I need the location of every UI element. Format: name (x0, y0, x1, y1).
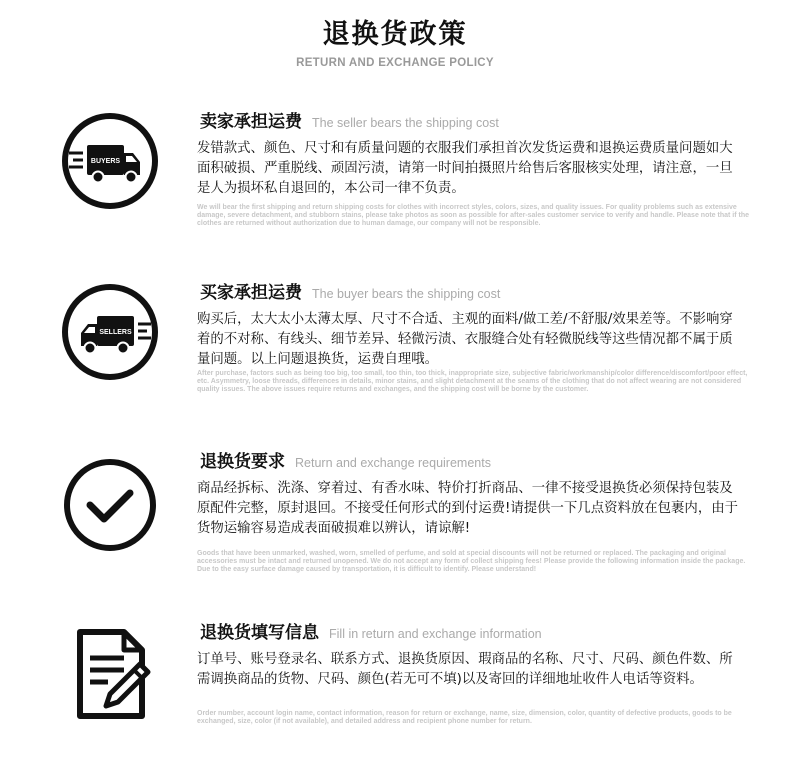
section-title-en: Return and exchange requirements (295, 456, 491, 470)
section-body-en: After purchase, factors such as being too big, too small, too thin, too thick, inappropriate size, subjective fabric/workmanship/color difference/discomfort/poor effect, etc. Asymmetry, loose threads, differences in details, minor stains, and slight detachment at the seams of the clothing that do not affect wearing are not considered quality issues. The above issues require returns and exchanges, and the shipping cost will be borne by the customer. (197, 370, 748, 394)
page-subtitle: RETURN AND EXCHANGE POLICY (296, 57, 494, 69)
section-title: 卖家承担运费 (200, 112, 302, 132)
page-title: 退换货政策 (322, 19, 468, 50)
section-heading (200, 278, 500, 303)
check-circle-icon (60, 455, 160, 555)
truck-sellers-icon (60, 282, 160, 382)
truck-buyers-icon (60, 111, 160, 211)
section-body: 发错款式、颜色、尺寸和有质量问题的衣服我们承担首次发货运费和退换运费质量问题如大面积破损、严重脱线、顽固污渍，请第一时间拍摄照片给售后客服核实处理，请注意，一旦是人为损坏私自退回的，本公司一律不负责。 (197, 141, 733, 196)
section-title-en: Fill in return and exchange information (329, 627, 542, 641)
section-heading (200, 447, 491, 472)
section-seller-shipping (0, 107, 790, 242)
section-body-en: Goods that have been unmarked, washed, worn, smelled of perfume, and sold at special discounts will not be returned or replaced. The packaging and original accessories must be intact and returned unopened. We do not accept any form of collect shipping fees! Please provide the following information inside the package. Due to the easy surface damage caused by transportation, it is difficult to identify. Please understand! (197, 550, 746, 574)
section-body-en: We will bear the first shipping and return shipping costs for clothes with incorrect styles, colors, sizes, and quality issues. For quality problems such as extensive damage, severe detachment, and stubborn stains, please take photos as soon as possible for after-sales customer service to verify and handle. Please note that if the clothes are returned without authorization due to human damage, our company will not be responsible. (197, 204, 750, 228)
section-heading (200, 618, 542, 643)
section-heading (200, 107, 499, 132)
section-title-en: The buyer bears the shipping cost (312, 287, 501, 301)
section-title: 买家承担运费 (200, 283, 302, 303)
truck-label-buyers: BUYERS (90, 158, 121, 165)
section-body: 商品经拆标、洗涤、穿着过、有香水味、特价打折商品、一律不接受退换货必须保持包装及原配件完整，原封退回。不接受任何形式的到付运费!请提供一下几点资料放在包裹内，由于货物运输容易造成表面破损难以辨认，请谅解! (197, 481, 738, 536)
section-body: 订单号、账号登录名、联系方式、退换货原因、瑕商品的名称、尺寸、尺码、颜色件数、所需调换商品的货物、尺码、颜色(若无可不填)以及寄回的详细地址收件人电话等资料。 (197, 652, 733, 687)
section-body: 购买后，太大太小太薄太厚、尺寸不合适、主观的面料/做工差/不舒服/效果差等。不影响穿着的不对称、有线头、细节差异、轻微污渍、衣服缝合处有轻微脱线等这些情况都不属于质量问题。以上问题退换货，运费自理哦。 (197, 312, 733, 367)
document-edit-icon (62, 624, 162, 724)
section-buyer-shipping (0, 278, 790, 413)
section-body-en: Order number, account login name, contact information, reason for return or exchange, name, size, dimension, color, quantity of defective products, goods to be exchanged, size, color (if not available), and detailed address and recipient phone number for return. (197, 710, 732, 726)
section-title: 退换货要求 (200, 452, 285, 472)
section-fill-information (0, 618, 790, 758)
section-title: 退换货填写信息 (200, 623, 319, 643)
section-return-requirements (0, 447, 790, 587)
truck-label-sellers: SELLERS (99, 329, 132, 336)
section-title-en: The seller bears the shipping cost (312, 116, 499, 130)
